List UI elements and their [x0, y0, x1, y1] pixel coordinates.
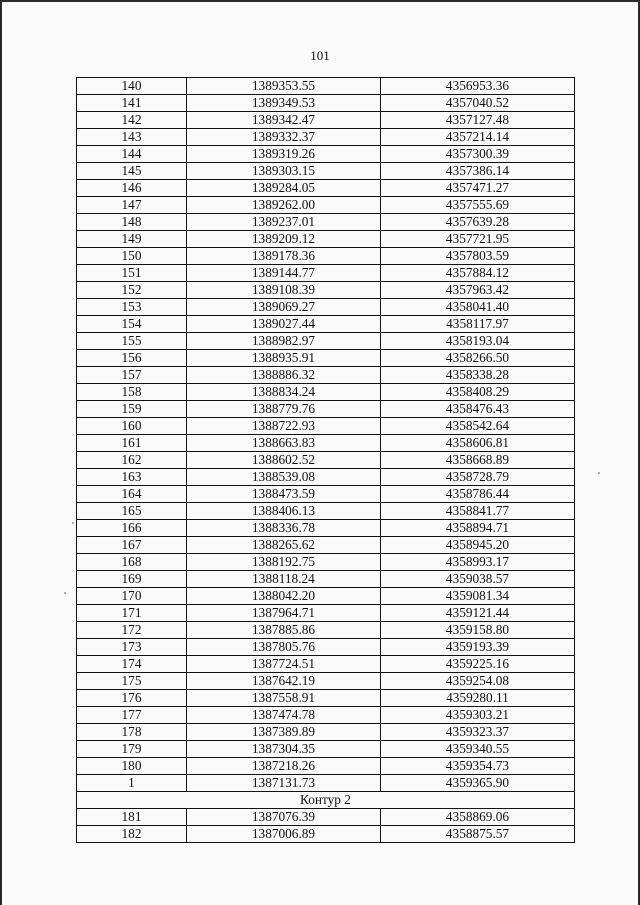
y-coordinate-cell: 4359365.90 — [381, 775, 575, 792]
table-row — [77, 724, 575, 741]
table-row — [77, 197, 575, 214]
scan-speck — [598, 472, 600, 474]
point-number-cell: 160 — [77, 418, 187, 435]
x-coordinate-cell: 1389178.36 — [187, 248, 381, 265]
x-coordinate-cell: 1388406.13 — [187, 503, 381, 520]
x-coordinate-cell: 1387006.89 — [187, 826, 381, 843]
point-number-cell: 149 — [77, 231, 187, 248]
point-number-cell: 162 — [77, 452, 187, 469]
y-coordinate-cell: 4357884.12 — [381, 265, 575, 282]
y-coordinate-cell: 4357386.14 — [381, 163, 575, 180]
x-coordinate-cell: 1387558.91 — [187, 690, 381, 707]
y-coordinate-cell: 4359193.39 — [381, 639, 575, 656]
table-row — [77, 265, 575, 282]
table-row — [77, 78, 575, 95]
section-header-body — [77, 792, 575, 809]
x-coordinate-cell: 1388982.97 — [187, 333, 381, 350]
y-coordinate-cell: 4358786.44 — [381, 486, 575, 503]
y-coordinate-cell: 4357721.95 — [381, 231, 575, 248]
y-coordinate-cell: 4357471.27 — [381, 180, 575, 197]
point-number-cell: 150 — [77, 248, 187, 265]
point-number-cell: 173 — [77, 639, 187, 656]
x-coordinate-cell: 1389303.15 — [187, 163, 381, 180]
point-number-cell: 154 — [77, 316, 187, 333]
y-coordinate-cell: 4358668.89 — [381, 452, 575, 469]
x-coordinate-cell: 1389069.27 — [187, 299, 381, 316]
scan-speck — [72, 522, 74, 524]
x-coordinate-cell: 1388935.91 — [187, 350, 381, 367]
table-row — [77, 129, 575, 146]
point-number-cell: 181 — [77, 809, 187, 826]
table-row — [77, 588, 575, 605]
x-coordinate-cell: 1389332.37 — [187, 129, 381, 146]
y-coordinate-cell: 4359280.11 — [381, 690, 575, 707]
table-row — [77, 707, 575, 724]
point-number-cell: 152 — [77, 282, 187, 299]
table-row — [77, 639, 575, 656]
y-coordinate-cell: 4358338.28 — [381, 367, 575, 384]
table-row — [77, 299, 575, 316]
x-coordinate-cell: 1389342.47 — [187, 112, 381, 129]
point-number-cell: 1 — [77, 775, 187, 792]
point-number-cell: 178 — [77, 724, 187, 741]
point-number-cell: 155 — [77, 333, 187, 350]
point-number-cell: 146 — [77, 180, 187, 197]
y-coordinate-cell: 4359303.21 — [381, 707, 575, 724]
point-number-cell: 165 — [77, 503, 187, 520]
point-number-cell: 163 — [77, 469, 187, 486]
point-number-cell: 169 — [77, 571, 187, 588]
x-coordinate-cell: 1387131.73 — [187, 775, 381, 792]
table-row — [77, 112, 575, 129]
table-row — [77, 248, 575, 265]
point-number-cell: 143 — [77, 129, 187, 146]
table-row — [77, 520, 575, 537]
y-coordinate-cell: 4358041.40 — [381, 299, 575, 316]
y-coordinate-cell: 4357639.28 — [381, 214, 575, 231]
x-coordinate-cell: 1389284.05 — [187, 180, 381, 197]
coordinates-table-body — [77, 78, 575, 792]
point-number-cell: 141 — [77, 95, 187, 112]
x-coordinate-cell: 1389349.53 — [187, 95, 381, 112]
y-coordinate-cell: 4357127.48 — [381, 112, 575, 129]
coordinates-table-body-contour-2 — [77, 809, 575, 843]
y-coordinate-cell: 4357300.39 — [381, 146, 575, 163]
x-coordinate-cell: 1387218.26 — [187, 758, 381, 775]
y-coordinate-cell: 4357040.52 — [381, 95, 575, 112]
table-row — [77, 469, 575, 486]
x-coordinate-cell: 1389144.77 — [187, 265, 381, 282]
y-coordinate-cell: 4359121.44 — [381, 605, 575, 622]
y-coordinate-cell: 4358193.04 — [381, 333, 575, 350]
point-number-cell: 176 — [77, 690, 187, 707]
table-row — [77, 571, 575, 588]
y-coordinate-cell: 4359354.73 — [381, 758, 575, 775]
x-coordinate-cell: 1388118.24 — [187, 571, 381, 588]
y-coordinate-cell: 4358841.77 — [381, 503, 575, 520]
x-coordinate-cell: 1389108.39 — [187, 282, 381, 299]
x-coordinate-cell: 1387304.35 — [187, 741, 381, 758]
point-number-cell: 140 — [77, 78, 187, 95]
point-number-cell: 168 — [77, 554, 187, 571]
y-coordinate-cell: 4357555.69 — [381, 197, 575, 214]
y-coordinate-cell: 4358606.81 — [381, 435, 575, 452]
table-row — [77, 316, 575, 333]
table-row — [77, 180, 575, 197]
point-number-cell: 182 — [77, 826, 187, 843]
x-coordinate-cell: 1388834.24 — [187, 384, 381, 401]
y-coordinate-cell: 4357803.59 — [381, 248, 575, 265]
x-coordinate-cell: 1389237.01 — [187, 214, 381, 231]
x-coordinate-cell: 1387474.78 — [187, 707, 381, 724]
y-coordinate-cell: 4359323.37 — [381, 724, 575, 741]
y-coordinate-cell: 4356953.36 — [381, 78, 575, 95]
point-number-cell: 179 — [77, 741, 187, 758]
table-row — [77, 809, 575, 826]
x-coordinate-cell: 1388336.78 — [187, 520, 381, 537]
y-coordinate-cell: 4358875.57 — [381, 826, 575, 843]
y-coordinate-cell: 4359158.80 — [381, 622, 575, 639]
point-number-cell: 175 — [77, 673, 187, 690]
point-number-cell: 171 — [77, 605, 187, 622]
x-coordinate-cell: 1387076.39 — [187, 809, 381, 826]
table-row — [77, 690, 575, 707]
x-coordinate-cell: 1388265.62 — [187, 537, 381, 554]
table-row — [77, 741, 575, 758]
y-coordinate-cell: 4358945.20 — [381, 537, 575, 554]
y-coordinate-cell: 4359254.08 — [381, 673, 575, 690]
table-row — [77, 622, 575, 639]
y-coordinate-cell: 4358408.29 — [381, 384, 575, 401]
y-coordinate-cell: 4358476.43 — [381, 401, 575, 418]
y-coordinate-cell: 4357214.14 — [381, 129, 575, 146]
point-number-cell: 147 — [77, 197, 187, 214]
y-coordinate-cell: 4359038.57 — [381, 571, 575, 588]
table-row — [77, 673, 575, 690]
point-number-cell: 151 — [77, 265, 187, 282]
x-coordinate-cell: 1389319.26 — [187, 146, 381, 163]
y-coordinate-cell: 4357963.42 — [381, 282, 575, 299]
x-coordinate-cell: 1388602.52 — [187, 452, 381, 469]
table-row — [77, 775, 575, 792]
y-coordinate-cell: 4358117.97 — [381, 316, 575, 333]
table-row — [77, 350, 575, 367]
table-row — [77, 537, 575, 554]
table-row — [77, 826, 575, 843]
y-coordinate-cell: 4359225.16 — [381, 656, 575, 673]
x-coordinate-cell: 1388539.08 — [187, 469, 381, 486]
coordinates-table — [76, 77, 575, 843]
table-row — [77, 554, 575, 571]
point-number-cell: 174 — [77, 656, 187, 673]
y-coordinate-cell: 4359340.55 — [381, 741, 575, 758]
page-number: 101 — [310, 48, 330, 63]
section-row — [77, 792, 575, 809]
point-number-cell: 148 — [77, 214, 187, 231]
table-row — [77, 605, 575, 622]
section-label: Контур 2 — [77, 792, 575, 809]
x-coordinate-cell: 1388779.76 — [187, 401, 381, 418]
point-number-cell: 177 — [77, 707, 187, 724]
table-row — [77, 384, 575, 401]
table-row — [77, 333, 575, 350]
point-number-cell: 153 — [77, 299, 187, 316]
scan-speck — [64, 592, 66, 594]
y-coordinate-cell: 4358542.64 — [381, 418, 575, 435]
point-number-cell: 166 — [77, 520, 187, 537]
table-row — [77, 758, 575, 775]
table-row — [77, 367, 575, 384]
point-number-cell: 144 — [77, 146, 187, 163]
x-coordinate-cell: 1387885.86 — [187, 622, 381, 639]
point-number-cell: 172 — [77, 622, 187, 639]
y-coordinate-cell: 4358869.06 — [381, 809, 575, 826]
x-coordinate-cell: 1389353.55 — [187, 78, 381, 95]
point-number-cell: 161 — [77, 435, 187, 452]
x-coordinate-cell: 1388722.93 — [187, 418, 381, 435]
table-row — [77, 401, 575, 418]
point-number-cell: 164 — [77, 486, 187, 503]
y-coordinate-cell: 4358993.17 — [381, 554, 575, 571]
table-row — [77, 163, 575, 180]
x-coordinate-cell: 1387389.89 — [187, 724, 381, 741]
table-row — [77, 656, 575, 673]
point-number-cell: 159 — [77, 401, 187, 418]
y-coordinate-cell: 4358894.71 — [381, 520, 575, 537]
x-coordinate-cell: 1388663.83 — [187, 435, 381, 452]
x-coordinate-cell: 1387642.19 — [187, 673, 381, 690]
point-number-cell: 158 — [77, 384, 187, 401]
x-coordinate-cell: 1388886.32 — [187, 367, 381, 384]
point-number-cell: 180 — [77, 758, 187, 775]
table-row — [77, 486, 575, 503]
x-coordinate-cell: 1389027.44 — [187, 316, 381, 333]
x-coordinate-cell: 1388042.20 — [187, 588, 381, 605]
x-coordinate-cell: 1387964.71 — [187, 605, 381, 622]
x-coordinate-cell: 1387724.51 — [187, 656, 381, 673]
table-row — [77, 146, 575, 163]
point-number-cell: 157 — [77, 367, 187, 384]
table-row — [77, 282, 575, 299]
x-coordinate-cell: 1389262.00 — [187, 197, 381, 214]
y-coordinate-cell: 4359081.34 — [381, 588, 575, 605]
point-number-cell: 156 — [77, 350, 187, 367]
point-number-cell: 170 — [77, 588, 187, 605]
point-number-cell: 145 — [77, 163, 187, 180]
table-row — [77, 418, 575, 435]
x-coordinate-cell: 1387805.76 — [187, 639, 381, 656]
table-row — [77, 231, 575, 248]
table-row — [77, 503, 575, 520]
y-coordinate-cell: 4358266.50 — [381, 350, 575, 367]
table-row — [77, 435, 575, 452]
table-row — [77, 214, 575, 231]
point-number-cell: 167 — [77, 537, 187, 554]
x-coordinate-cell: 1389209.12 — [187, 231, 381, 248]
y-coordinate-cell: 4358728.79 — [381, 469, 575, 486]
x-coordinate-cell: 1388473.59 — [187, 486, 381, 503]
table-row — [77, 95, 575, 112]
table-row — [77, 452, 575, 469]
point-number-cell: 142 — [77, 112, 187, 129]
x-coordinate-cell: 1388192.75 — [187, 554, 381, 571]
